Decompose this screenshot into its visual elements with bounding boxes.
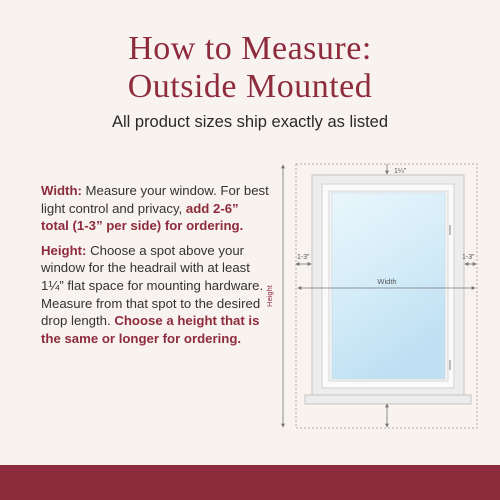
page-subtitle: All product sizes ship exactly as listed — [111, 113, 389, 131]
footer-band — [0, 465, 500, 500]
right-gap-label: 1-3” — [462, 254, 475, 261]
height-label: Height: — [41, 242, 87, 258]
height-text: Choose a spot above your window for the headrail with at least 1¼” flat space for mounting hardware. Measure from that spot to the desired drop length. — [41, 242, 264, 329]
window-hinge-icon — [449, 225, 451, 235]
width-emphasis: add 2-6” total (1-3” per side) for ordering. — [41, 200, 244, 234]
width-instructions — [41, 182, 269, 235]
height-emphasis: Choose a height that is the same or longer for ordering. — [41, 313, 260, 346]
page-title — [0, 30, 500, 106]
width-dimension-label: Width — [377, 277, 397, 286]
window-hinge-icon — [449, 360, 451, 370]
instructions — [41, 182, 269, 354]
title-line-1: How to Measure: — [128, 30, 372, 67]
window-diagram — [262, 158, 500, 436]
left-gap-label: 1-3” — [297, 254, 310, 261]
width-text: Measure your window. For best light control and privacy, — [41, 183, 269, 216]
window-glass — [332, 193, 445, 379]
width-label: Width: — [41, 183, 82, 198]
title-line-2: Outside Mounted — [127, 68, 373, 105]
height-dimension-label: Height — [265, 285, 274, 307]
height-instructions — [41, 242, 269, 348]
window-sill — [305, 395, 471, 404]
top-gap-label: 1¼” — [394, 168, 407, 175]
